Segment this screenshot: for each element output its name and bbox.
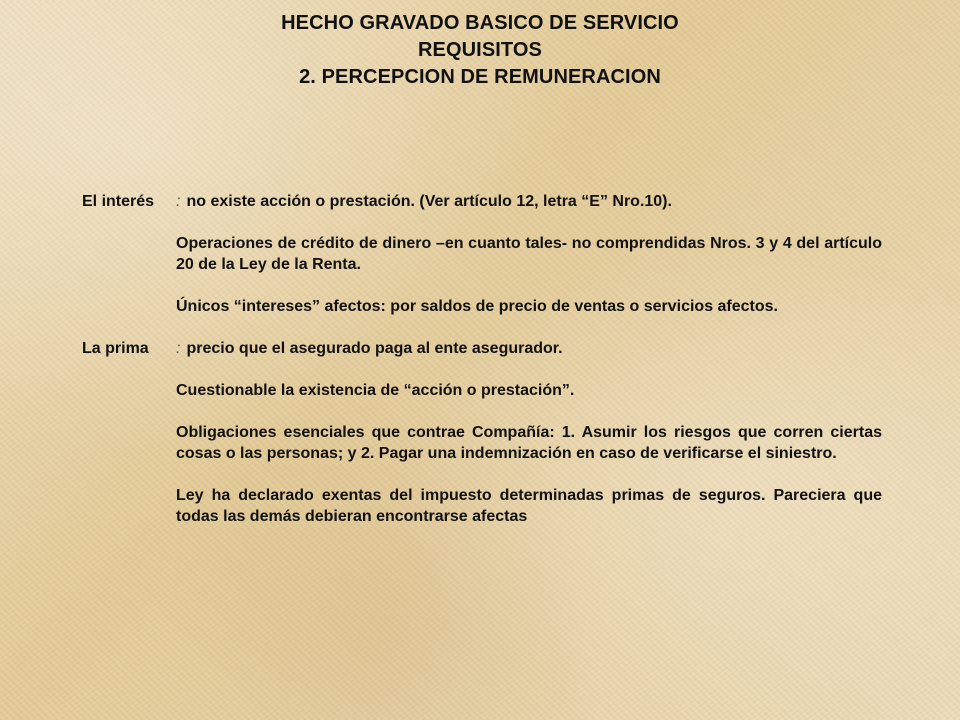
interes-paragraph-row-1 <box>82 233 882 275</box>
interes-label: El interés <box>82 193 155 210</box>
prima-paragraph-2: Obligaciones esenciales que contrae Compañía: 1. Asumir los riesgos que corren ciertas cosas o las personas; y 2. Pagar una indemnización en caso de verificarse el siniestro. <box>176 424 882 462</box>
title-line-1: HECHO GRAVADO BASICO DE SERVICIO <box>281 12 679 34</box>
prima-paragraph-3: Ley ha declarado exentas del impuesto determinadas primas de seguros. Pareciera que todas las demás debieran encontrarse afectas <box>176 487 882 525</box>
prima-paragraph-row-1 <box>82 380 882 401</box>
interes-paragraph-row-2 <box>82 296 882 317</box>
interes-paragraph-1: Operaciones de crédito de dinero –en cuanto tales- no comprendidas Nros. 3 y 4 del artículo 20 de la Ley de la Renta. <box>176 235 882 273</box>
slide-title <box>0 10 960 91</box>
interes-definition-text: no existe acción o prestación. (Ver artículo 12, letra “E” Nro.10). <box>186 193 672 210</box>
prima-separator: : <box>176 340 181 357</box>
prima-definition <box>176 338 882 359</box>
title-line-3: 2. PERCEPCION DE REMUNERACION <box>299 66 661 88</box>
prima-definition-text: precio que el asegurado paga al ente asegurador. <box>186 340 563 357</box>
interes-paragraph-2: Únicos “intereses” afectos: por saldos de precio de ventas o servicios afectos. <box>176 298 778 315</box>
prima-label: La prima <box>82 340 149 357</box>
slide-body <box>82 191 882 527</box>
interes-definition-row <box>82 191 882 212</box>
interes-definition <box>176 191 882 212</box>
prima-paragraph-row-3 <box>82 485 882 527</box>
interes-separator: : <box>176 193 181 210</box>
prima-paragraph-1: Cuestionable la existencia de “acción o prestación”. <box>176 382 575 399</box>
title-line-2: REQUISITOS <box>418 39 542 61</box>
prima-definition-row <box>82 338 882 359</box>
prima-paragraph-row-2 <box>82 422 882 464</box>
